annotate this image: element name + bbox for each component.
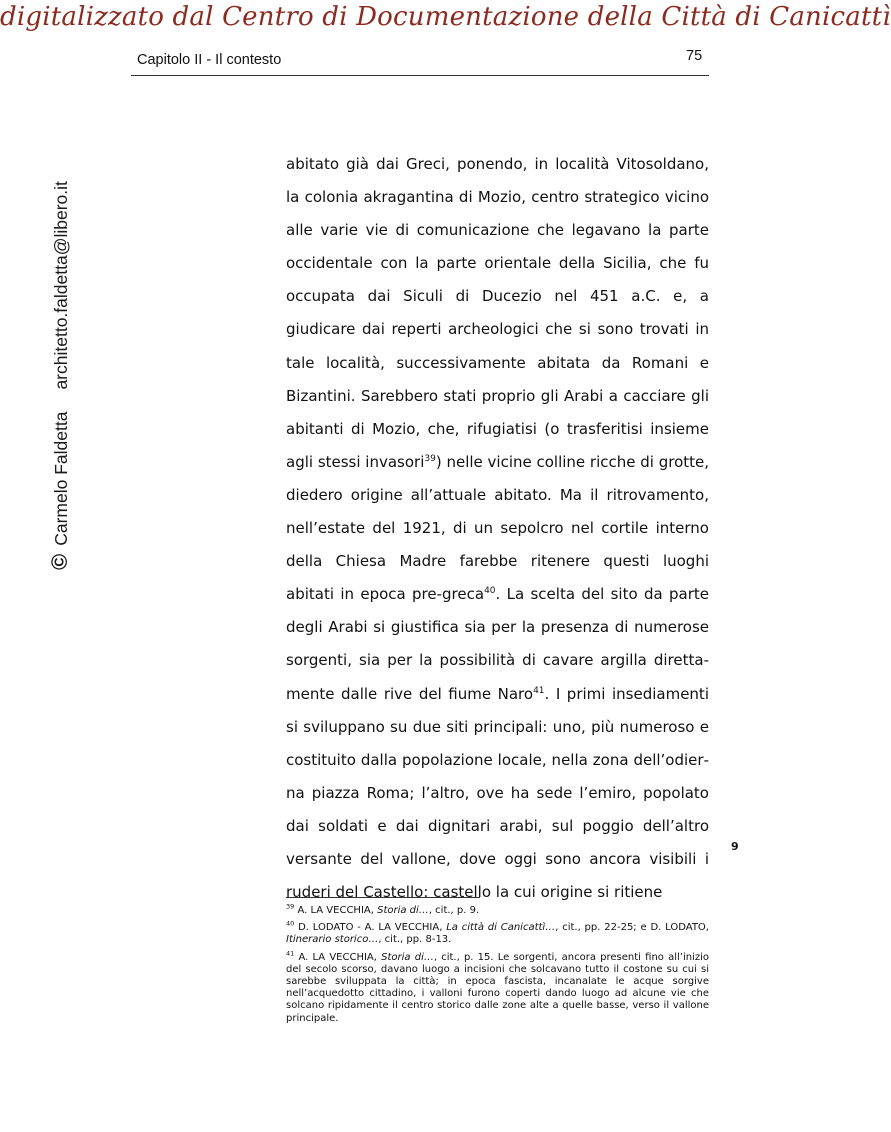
footnote-ref-40[interactable]: 40: [484, 586, 496, 597]
margin-sheet-number: 9: [731, 840, 739, 853]
footnote-41: [286, 949, 709, 1025]
footnote-40: [286, 919, 709, 946]
credit-email: architetto.faldetta@libero.it: [51, 181, 71, 390]
footnotes: [286, 902, 709, 1030]
footnote-title: La città di Canicattì…: [446, 922, 556, 934]
footnote-text: , cit., pp. 22-25; e D. LODATO,: [555, 922, 709, 934]
footnote-title: Itinerario storico…: [286, 934, 379, 946]
footnote-text: A. LA VECCHIA,: [294, 905, 378, 916]
side-copyright-credit: [47, 181, 73, 570]
footnote-ref-41[interactable]: 41: [533, 685, 545, 696]
footnote-text: , cit., pp. 8-13.: [378, 934, 452, 946]
body-paragraph: [286, 148, 709, 909]
page-number: 75: [686, 48, 703, 64]
digitization-banner: digitalizzato dal Centro di Documentazione della Città di Canicattì: [0, 2, 891, 32]
footnote-text: , cit., p. 9.: [428, 905, 480, 916]
header-rule: [131, 75, 709, 76]
credit-author: Carmelo Faldetta: [51, 411, 71, 546]
footnote-title: Storia di…: [381, 951, 434, 963]
footnote-text: A. LA VECCHIA,: [294, 951, 382, 963]
body-text-part: ) nelle vicine colline ricche di grotte, diedero origine all’attuale abitato. Ma il ritrovamento, nell’estate del 1921, di un sepolcro nel cortile interno della Chiesa Madre farebbe ritenere questi luoghi abitati in epoca pre-greca: [286, 452, 710, 604]
footnote-number: 40: [286, 919, 295, 928]
footnote-text: , cit., p. 15. Le sorgenti, ancora presenti fino all’inizio del secolo scorso, davano luogo a incisioni che solcavano tutto il costone su cui si sarebbe sviluppata la città; in epoca fascista, incanalate le acque sorgive nell’acquedotto cittadino, i valloni furono coperti dando luogo ad alcune vie che solcano ripidamente il centro storico dalle zone alte a quelle basse, verso il vallone principale.: [286, 951, 709, 1024]
footnote-39: [286, 902, 709, 917]
body-text-part: . La scelta del sito da parte degli Arabi si giustifica sia per la presenza di numerose sorgenti, sia per la possibilità di cavare argilla direttamente dalle rive del fiume Naro: [286, 585, 709, 703]
running-head-chapter: Capitolo II - Il contesto: [137, 52, 282, 68]
footnote-number: 41: [286, 949, 295, 958]
body-text-part: abitato già dai Greci, ponendo, in località Vitosoldano, la colonia akragantina di Mozio, centro strategico vicino alle varie vie di comunicazione che legavano la parte occidentale con la parte orientale della Sicilia, che fu occupata dai Siculi di Ducezio nel 451 a.C. e, a giudicare dai reperti archeologici che si sono trovati in tale località, successivamente abitata da Romani e Bizantini. Sarebbero stati proprio gli Arabi a cacciare gli abitanti di Mozio, che, rifugiatisi (o trasferitisi insieme agli stessi invasori: [286, 155, 709, 471]
footnote-title: Storia di…: [377, 905, 429, 916]
footnote-ref-39[interactable]: 39: [424, 453, 436, 464]
copyright-icon: ©: [47, 553, 72, 570]
body-text-part: . I primi insediamenti si sviluppano su due siti principali: uno, più numeroso e costituito dalla popolazione locale, nella zona dell’odierna piazza Roma; l’altro, ove ha sede l’emiro, popolato dai soldati e dai dignitari arabi, sul poggio dell’altro versante del vallone, dove oggi sono ancora visibili i ruderi del Castello: castello la cui origine si ritiene: [286, 684, 709, 902]
footnote-number: 39: [286, 902, 295, 911]
footnote-rule: [286, 897, 480, 898]
footnote-text: D. LODATO - A. LA VECCHIA,: [294, 922, 447, 934]
